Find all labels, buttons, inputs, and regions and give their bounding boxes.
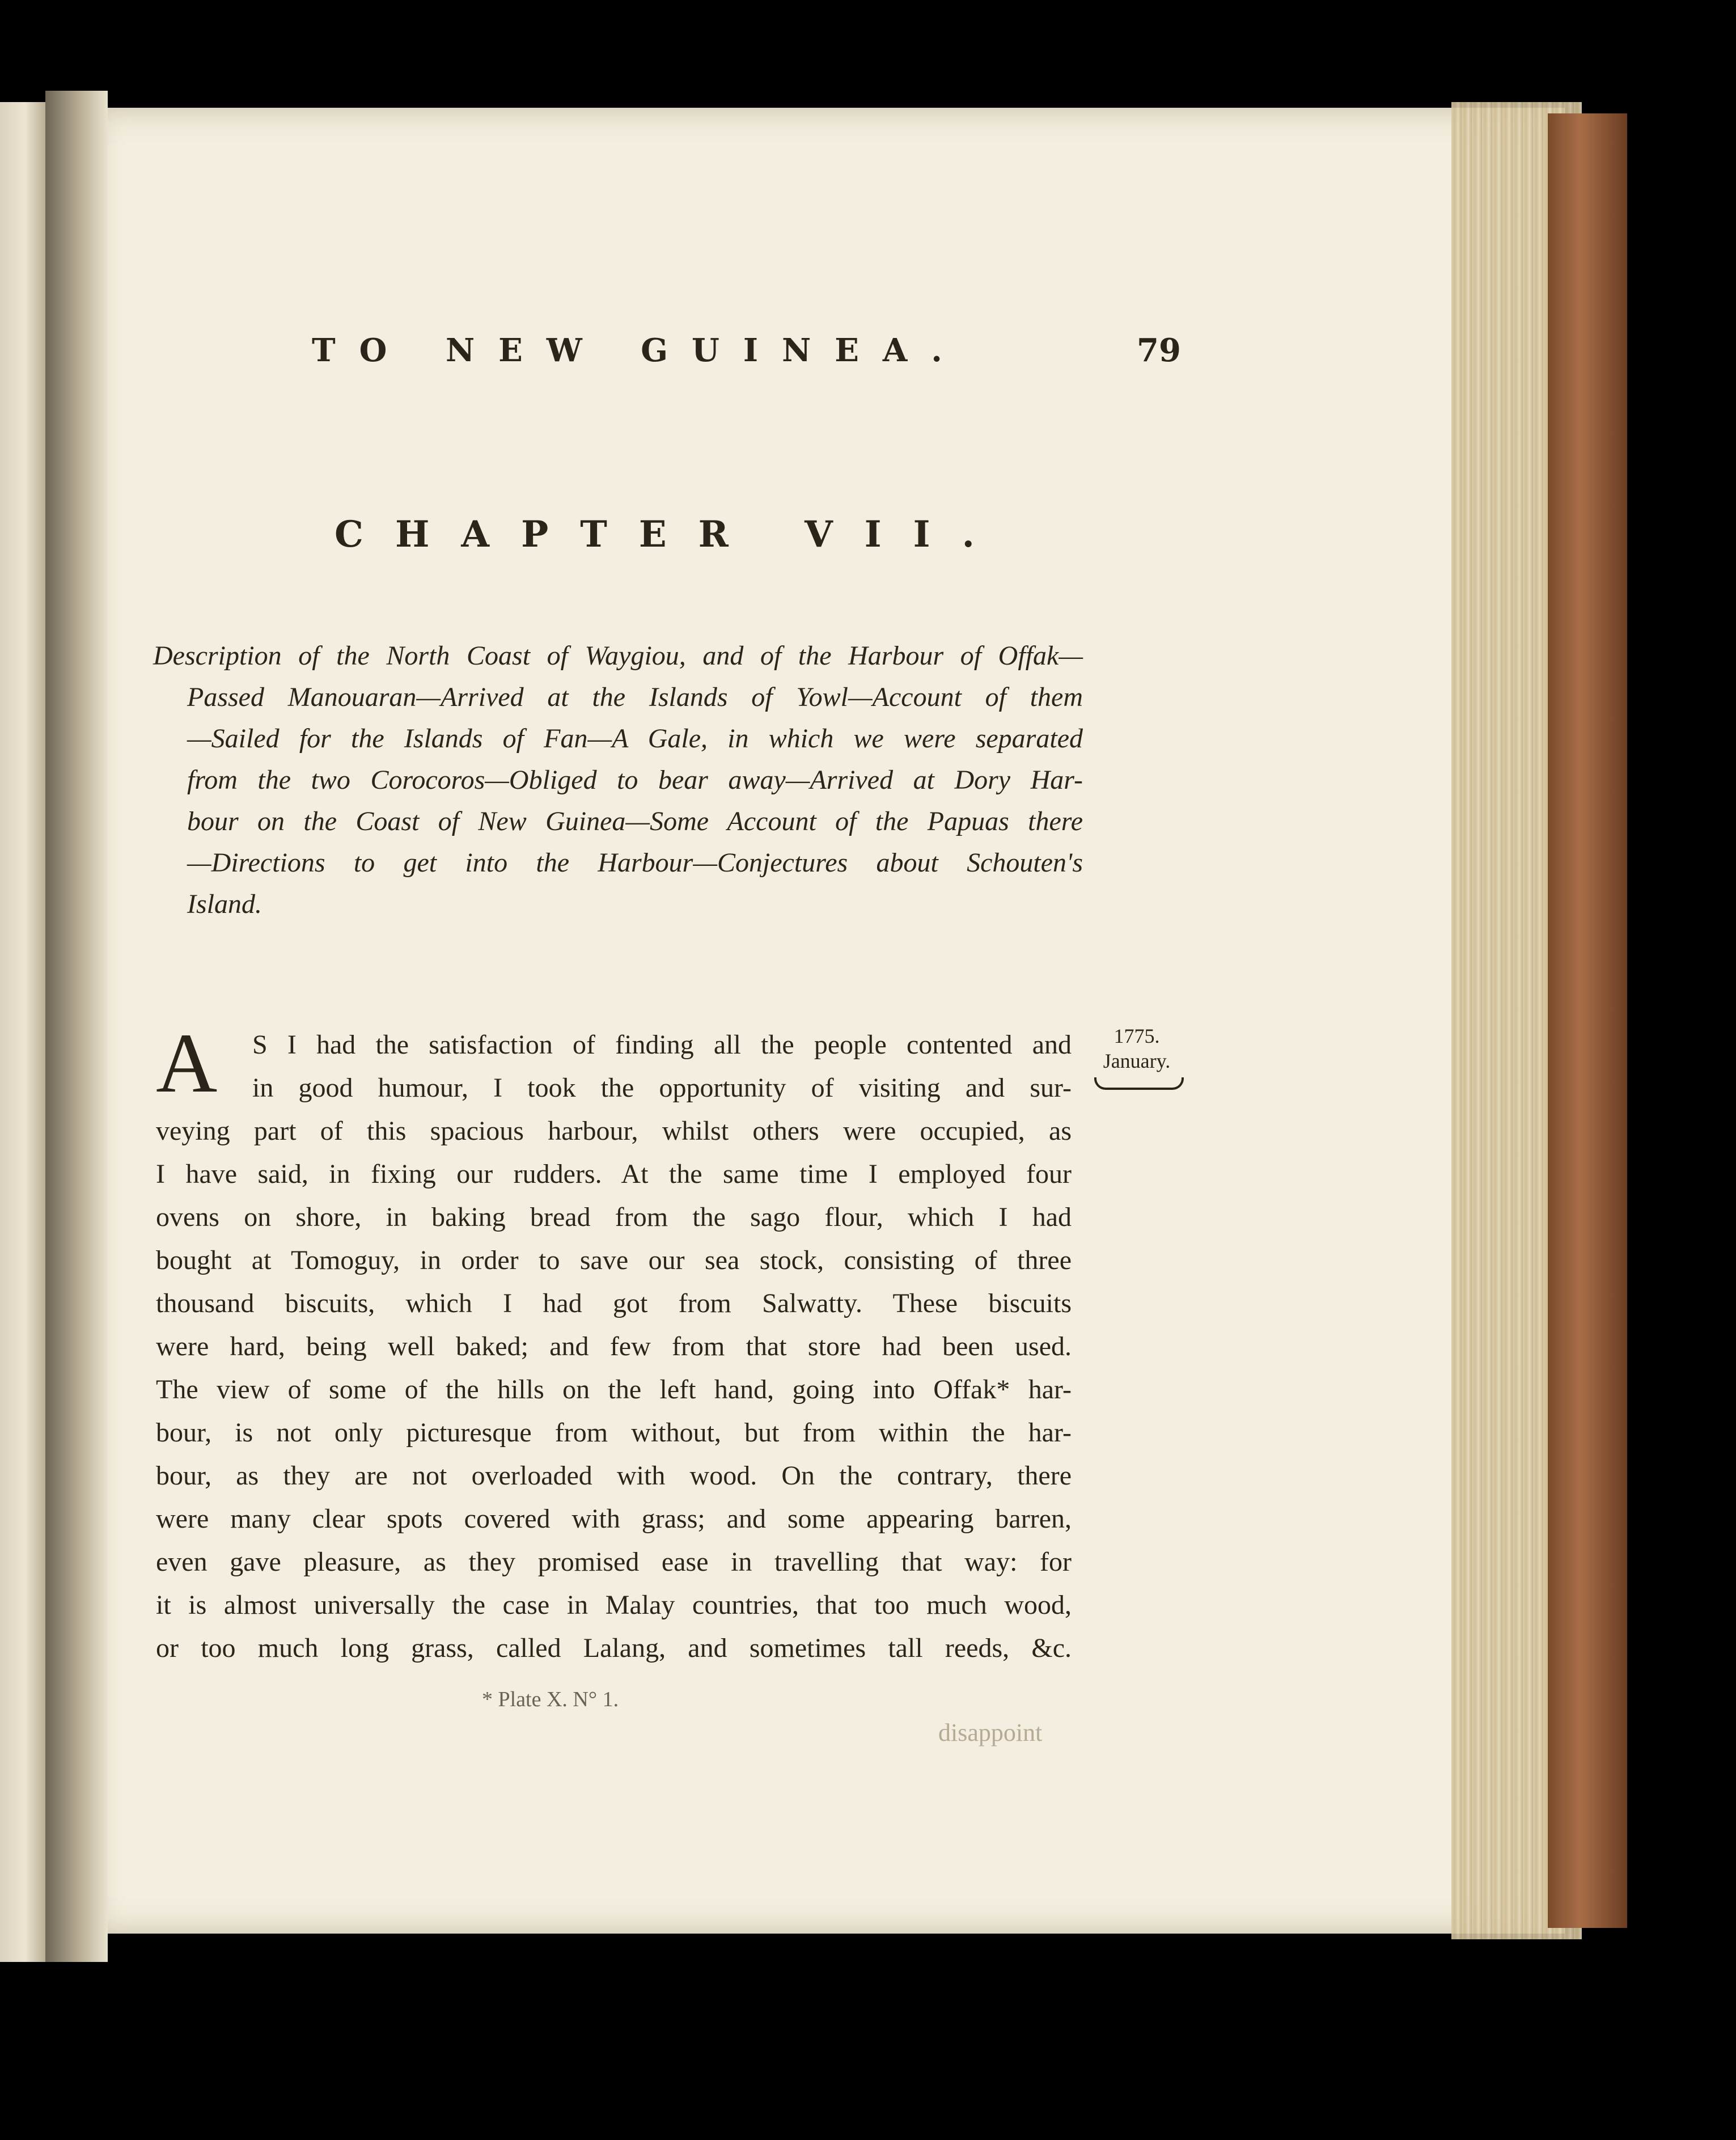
body-line: bought at Tomoguy, in order to save our sea stock, consisting of three [156,1245,1072,1275]
margin-year: 1775. [1113,1025,1160,1047]
body-line: S I had the satisfaction of finding all the people contented and [252,1030,1072,1060]
body-line: were many clear spots covered with grass; and some appearing barren, [156,1504,1072,1534]
summary-line: —Directions to get into the Harbour—Conjectures about Schouten's [187,848,1083,878]
body-line: or too much long grass, called Lalang, and sometimes tall reeds, &c. [156,1633,1072,1663]
body-line: it is almost universally the case in Malay countries, that too much wood, [156,1590,1072,1620]
body-text [156,1024,1072,1670]
summary-line: Island. [187,889,262,919]
margin-brace [1094,1077,1184,1090]
catchword: disappoint [938,1719,1043,1746]
left-page-edge [0,102,45,1962]
drop-cap: A [156,1016,218,1110]
gutter-shadow [45,91,108,1962]
body-line: even gave pleasure, as they promised ease in travelling that way: for [156,1547,1072,1577]
body-line: thousand biscuits, which I had got from Salwatty. These biscuits [156,1288,1072,1318]
running-head: TO NEW GUINEA. [312,332,966,369]
leather-binding [1548,113,1627,1928]
body-line: in good humour, I took the opportunity of visiting and sur- [252,1073,1072,1103]
summary-line: Passed Manouaran—Arrived at the Islands of Yowl—Account of them [187,682,1083,712]
footnote: * Plate X. N° 1. [482,1688,619,1711]
page-number: 79 [1137,332,1181,369]
body-line: bour, is not only picturesque from without, but from within the har- [156,1418,1072,1448]
chapter-title: CHAPTER VII. [335,513,1006,556]
body-line: ovens on shore, in baking bread from the sago flour, which I had [156,1202,1072,1232]
body-line: were hard, being well baked; and few from that store had been used. [156,1331,1072,1361]
margin-month: January. [1103,1050,1171,1072]
summary-line: Description of the North Coast of Waygiou, and of the Harbour of Offak— [153,641,1083,671]
body-line: The view of some of the hills on the left hand, going into Offak* har- [156,1374,1072,1405]
chapter-summary [153,635,1083,925]
margin-date-note [1089,1024,1185,1073]
summary-line: —Sailed for the Islands of Fan—A Gale, in which we were separated [187,724,1083,754]
summary-line: from the two Corocoros—Obliged to bear away—Arrived at Dory Har- [187,765,1083,795]
body-line: veying part of this spacious harbour, whilst others were occupied, as [156,1116,1072,1146]
summary-line: bour on the Coast of New Guinea—Some Account of the Papuas there [187,806,1083,836]
body-line: bour, as they are not overloaded with wood. On the contrary, there [156,1461,1072,1491]
body-line: I have said, in fixing our rudders. At the same time I employed four [156,1159,1072,1189]
